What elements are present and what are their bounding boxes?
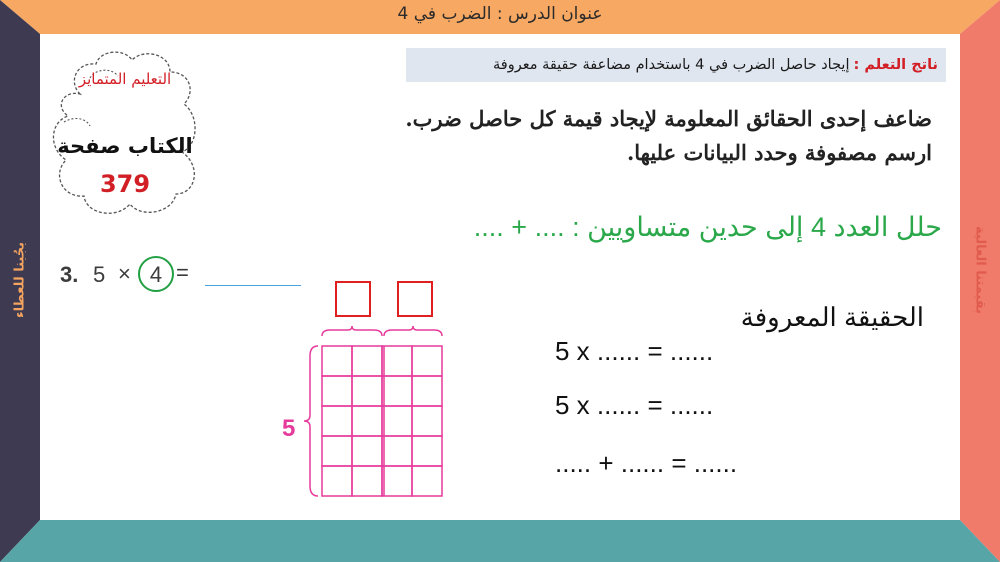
- known-fact-title: الحقيقة المعروفة: [740, 302, 924, 332]
- problem-number: 3.: [60, 262, 79, 287]
- learning-outcome: [406, 48, 946, 82]
- array-cell: [412, 376, 442, 406]
- lesson-title: عنوان الدرس : الضرب في 4: [397, 4, 603, 24]
- instruction-line-1: ضاعف إحدى الحقائق المعلومة لإيجاد قيمة كل حاصل ضرب.: [405, 106, 932, 131]
- textbook-page-label: الكتاب صفحة: [57, 134, 193, 158]
- outcome-label: ناتج التعلم :: [853, 57, 938, 73]
- column-brace: [322, 326, 382, 336]
- array-cell: [322, 376, 352, 406]
- array-cell: [412, 436, 442, 466]
- cloud-title: التعليم المتمايز: [78, 70, 172, 88]
- array-row-label: 5: [282, 415, 296, 442]
- array-cell: [382, 466, 412, 496]
- array-cell: [352, 346, 382, 376]
- array-cell: [322, 406, 352, 436]
- array-cell: [412, 406, 442, 436]
- known-fact-equation-2[interactable]: 5 x ...... = ......: [555, 390, 714, 420]
- array-cell: [322, 436, 352, 466]
- textbook-page-number: 379: [99, 170, 151, 198]
- outcome-text: إيجاد حاصل الضرب في 4 باستخدام مضاعفة حقيقة معروفة: [492, 57, 850, 73]
- answer-box[interactable]: [336, 282, 370, 316]
- right-side-slogan: بقيمتنا العالية: [972, 226, 988, 314]
- array-cell: [412, 466, 442, 496]
- array-cell: [382, 376, 412, 406]
- array-cell: [322, 466, 352, 496]
- bottom-banner: [0, 520, 1000, 562]
- answer-box[interactable]: [398, 282, 432, 316]
- array-cell: [352, 376, 382, 406]
- array-cell: [412, 346, 442, 376]
- array-cell: [322, 346, 352, 376]
- problem-factor-b: 4: [149, 262, 163, 287]
- array-cell: [352, 466, 382, 496]
- multiply-sign: ×: [118, 261, 131, 286]
- multiplication-array: [270, 276, 450, 506]
- equals-sign: =: [176, 260, 189, 285]
- array-cell: [382, 346, 412, 376]
- problem-factor-a: 5: [93, 262, 106, 287]
- split-number-prompt: حلل العدد 4 إلى حدين متساويين : .... + ....: [473, 212, 942, 242]
- instruction-line-2: ارسم مصفوفة وحدد البيانات عليها.: [626, 140, 932, 165]
- array-cell: [352, 436, 382, 466]
- left-side-slogan: بجُبنا للعطاء: [12, 242, 28, 318]
- array-cell: [382, 406, 412, 436]
- array-cell: [352, 406, 382, 436]
- column-brace: [384, 326, 442, 336]
- sum-equation[interactable]: ..... + ...... = ......: [555, 448, 738, 478]
- array-cell: [382, 436, 412, 466]
- row-brace: [304, 346, 318, 496]
- known-fact-equation-1[interactable]: 5 x ...... = ......: [555, 336, 714, 366]
